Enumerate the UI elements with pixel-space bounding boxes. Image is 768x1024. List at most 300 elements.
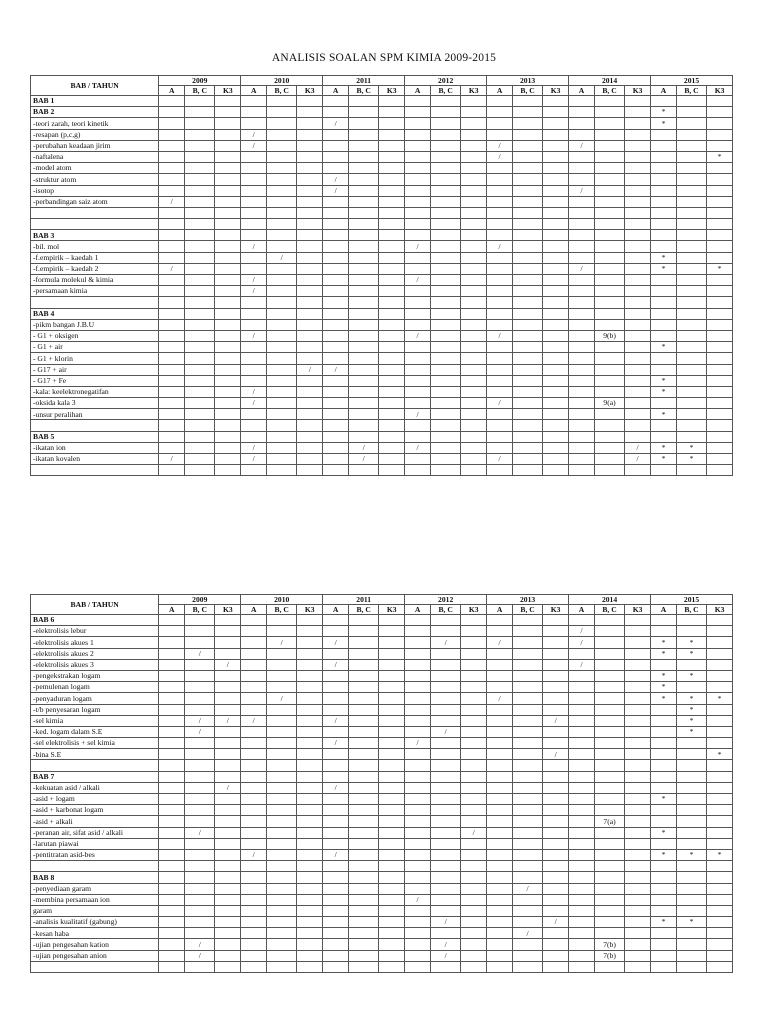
mark-cell: [487, 659, 513, 670]
mark-cell: [707, 704, 733, 715]
mark-cell: [241, 96, 267, 107]
mark-cell: [215, 682, 241, 693]
mark-cell: [625, 151, 651, 162]
mark-cell: [215, 465, 241, 476]
mark-cell: [323, 905, 349, 916]
mark-cell: [267, 648, 297, 659]
mark-cell: [431, 386, 461, 397]
mark-cell: [323, 648, 349, 659]
mark-cell: [267, 816, 297, 827]
mark-cell: [594, 308, 624, 319]
mark-cell: [625, 682, 651, 693]
mark-cell: [543, 442, 569, 453]
mark-cell: [349, 386, 379, 397]
mark-cell: [379, 454, 405, 465]
topic-label: garam: [31, 905, 159, 916]
mark-cell: [707, 894, 733, 905]
mark-cell: *: [676, 670, 706, 681]
mark-cell: [379, 894, 405, 905]
mark-cell: [431, 308, 461, 319]
mark-cell: [297, 704, 323, 715]
mark-cell: [349, 626, 379, 637]
mark-cell: [543, 894, 569, 905]
mark-cell: [267, 196, 297, 207]
mark-cell: [625, 297, 651, 308]
mark-cell: [461, 263, 487, 274]
subcol-bc: B, C: [513, 605, 543, 615]
mark-cell: [323, 219, 349, 230]
mark-cell: [379, 760, 405, 771]
mark-cell: [594, 637, 624, 648]
mark-cell: [215, 151, 241, 162]
mark-cell: [323, 704, 349, 715]
mark-cell: [379, 917, 405, 928]
mark-cell: [349, 241, 379, 252]
mark-cell: [651, 615, 677, 626]
mark-cell: [651, 950, 677, 961]
mark-cell: [215, 838, 241, 849]
mark-cell: [379, 961, 405, 972]
mark-cell: [513, 185, 543, 196]
table-row: [31, 637, 733, 648]
mark-cell: [513, 670, 543, 681]
mark-cell: [513, 96, 543, 107]
year-header: 2011: [323, 595, 405, 605]
chapter-heading: BAB 1: [31, 96, 159, 107]
mark-cell: [543, 118, 569, 129]
mark-cell: [569, 738, 595, 749]
mark-cell: [349, 794, 379, 805]
mark-cell: [487, 174, 513, 185]
mark-cell: [707, 375, 733, 386]
mark-cell: [159, 805, 185, 816]
mark-cell: [215, 872, 241, 883]
mark-cell: [707, 738, 733, 749]
mark-cell: [349, 771, 379, 782]
mark-cell: [543, 939, 569, 950]
mark-cell: [159, 297, 185, 308]
mark-cell: 7(a): [594, 816, 624, 827]
mark-cell: [159, 682, 185, 693]
mark-cell: [159, 185, 185, 196]
mark-cell: [215, 207, 241, 218]
mark-cell: [487, 626, 513, 637]
mark-cell: [267, 626, 297, 637]
mark-cell: [431, 648, 461, 659]
mark-cell: [569, 386, 595, 397]
mark-cell: [543, 648, 569, 659]
mark-cell: [625, 693, 651, 704]
mark-cell: [676, 275, 706, 286]
mark-cell: [431, 185, 461, 196]
mark-cell: [405, 308, 431, 319]
mark-cell: [215, 648, 241, 659]
mark-cell: [267, 749, 297, 760]
mark-cell: *: [676, 648, 706, 659]
mark-cell: [461, 838, 487, 849]
mark-cell: [707, 648, 733, 659]
mark-cell: [594, 883, 624, 894]
mark-cell: [431, 883, 461, 894]
mark-cell: [159, 252, 185, 263]
mark-cell: [513, 252, 543, 263]
table-row: [31, 107, 733, 118]
mark-cell: [215, 637, 241, 648]
mark-cell: [241, 816, 267, 827]
mark-cell: [267, 431, 297, 442]
mark-cell: [241, 219, 267, 230]
mark-cell: [676, 230, 706, 241]
mark-cell: [185, 704, 215, 715]
year-header: 2009: [159, 76, 241, 86]
mark-cell: [349, 782, 379, 793]
subcol-a: A: [569, 605, 595, 615]
mark-cell: [707, 794, 733, 805]
mark-cell: [543, 883, 569, 894]
mark-cell: [215, 431, 241, 442]
mark-cell: [379, 838, 405, 849]
mark-cell: [707, 219, 733, 230]
mark-cell: [431, 816, 461, 827]
mark-cell: /: [349, 442, 379, 453]
mark-cell: [594, 163, 624, 174]
mark-cell: [487, 905, 513, 916]
mark-cell: [379, 286, 405, 297]
table-row: [31, 118, 733, 129]
mark-cell: [569, 398, 595, 409]
mark-cell: [461, 849, 487, 860]
mark-cell: [513, 794, 543, 805]
mark-cell: [487, 465, 513, 476]
table-row: [31, 905, 733, 916]
mark-cell: [625, 615, 651, 626]
mark-cell: [323, 670, 349, 681]
mark-cell: [405, 230, 431, 241]
mark-cell: [215, 950, 241, 961]
mark-cell: [379, 749, 405, 760]
mark-cell: [431, 409, 461, 420]
mark-cell: [651, 174, 677, 185]
mark-cell: [487, 353, 513, 364]
mark-cell: [594, 838, 624, 849]
mark-cell: /: [405, 442, 431, 453]
mark-cell: [297, 928, 323, 939]
subcol-k3: K3: [543, 605, 569, 615]
mark-cell: [487, 275, 513, 286]
mark-cell: [215, 905, 241, 916]
mark-cell: [159, 950, 185, 961]
mark-cell: [487, 849, 513, 860]
table-row: [31, 342, 733, 353]
subcol-k3: K3: [707, 86, 733, 96]
mark-cell: *: [651, 827, 677, 838]
mark-cell: [215, 894, 241, 905]
mark-cell: [185, 263, 215, 274]
mark-cell: [405, 782, 431, 793]
mark-cell: [405, 648, 431, 659]
mark-cell: [159, 648, 185, 659]
topic-label: -teori zarah, teori kinetik: [31, 118, 159, 129]
mark-cell: [625, 230, 651, 241]
mark-cell: /: [323, 659, 349, 670]
mark-cell: [651, 872, 677, 883]
mark-cell: [431, 420, 461, 431]
mark-cell: [543, 319, 569, 330]
mark-cell: [707, 626, 733, 637]
mark-cell: [651, 704, 677, 715]
mark-cell: [241, 615, 267, 626]
mark-cell: [297, 648, 323, 659]
mark-cell: /: [431, 726, 461, 737]
mark-cell: /: [323, 174, 349, 185]
mark-cell: [267, 928, 297, 939]
mark-cell: [431, 241, 461, 252]
mark-cell: [625, 118, 651, 129]
mark-cell: [707, 420, 733, 431]
mark-cell: /: [185, 939, 215, 950]
mark-cell: [267, 151, 297, 162]
mark-cell: [513, 626, 543, 637]
mark-cell: [215, 961, 241, 972]
year-header: 2013: [487, 76, 569, 86]
mark-cell: [349, 107, 379, 118]
mark-cell: [513, 420, 543, 431]
mark-cell: [513, 849, 543, 860]
topic-label: - G17 + air: [31, 364, 159, 375]
mark-cell: [569, 454, 595, 465]
subcol-bc: B, C: [349, 605, 379, 615]
mark-cell: [513, 704, 543, 715]
mark-cell: [543, 659, 569, 670]
mark-cell: [461, 670, 487, 681]
topic-label: -kesan haba: [31, 928, 159, 939]
mark-cell: [513, 297, 543, 308]
mark-cell: [707, 838, 733, 849]
mark-cell: [513, 782, 543, 793]
mark-cell: [707, 140, 733, 151]
topic-label: -f.empirik – kaedah 1: [31, 252, 159, 263]
table-row: [31, 782, 733, 793]
mark-cell: [323, 454, 349, 465]
mark-cell: [707, 174, 733, 185]
mark-cell: /: [159, 196, 185, 207]
mark-cell: [513, 286, 543, 297]
mark-cell: [651, 861, 677, 872]
mark-cell: [297, 454, 323, 465]
mark-cell: [323, 771, 349, 782]
mark-cell: [349, 129, 379, 140]
mark-cell: [379, 230, 405, 241]
mark-cell: [707, 431, 733, 442]
mark-cell: [543, 398, 569, 409]
mark-cell: [676, 760, 706, 771]
subcol-k3: K3: [543, 86, 569, 96]
mark-cell: [513, 230, 543, 241]
mark-cell: [513, 319, 543, 330]
mark-cell: [405, 872, 431, 883]
mark-cell: [159, 670, 185, 681]
mark-cell: [215, 263, 241, 274]
mark-cell: [513, 163, 543, 174]
mark-cell: [487, 771, 513, 782]
mark-cell: [651, 151, 677, 162]
mark-cell: [431, 252, 461, 263]
mark-cell: [461, 939, 487, 950]
mark-cell: [297, 398, 323, 409]
mark-cell: [267, 760, 297, 771]
mark-cell: [159, 330, 185, 341]
mark-cell: [349, 861, 379, 872]
topic-label: -perbandingan saiz atom: [31, 196, 159, 207]
mark-cell: [241, 263, 267, 274]
analysis-table-2: [30, 594, 733, 973]
mark-cell: [349, 330, 379, 341]
mark-cell: [323, 230, 349, 241]
mark-cell: [159, 319, 185, 330]
mark-cell: [405, 760, 431, 771]
mark-cell: [323, 308, 349, 319]
mark-cell: [185, 849, 215, 860]
mark-cell: /: [297, 364, 323, 375]
mark-cell: [625, 849, 651, 860]
mark-cell: [323, 163, 349, 174]
mark-cell: [185, 670, 215, 681]
mark-cell: [625, 827, 651, 838]
mark-cell: [159, 140, 185, 151]
subcol-bc: B, C: [185, 605, 215, 615]
mark-cell: [405, 207, 431, 218]
mark-cell: /: [241, 454, 267, 465]
mark-cell: [461, 872, 487, 883]
topic-label: -pikm bangan J.B.U: [31, 319, 159, 330]
mark-cell: [159, 174, 185, 185]
mark-cell: [651, 140, 677, 151]
mark-cell: [676, 950, 706, 961]
mark-cell: [543, 827, 569, 838]
mark-cell: [651, 928, 677, 939]
mark-cell: [487, 883, 513, 894]
table-row: [31, 827, 733, 838]
mark-cell: [379, 849, 405, 860]
mark-cell: [625, 185, 651, 196]
mark-cell: [625, 805, 651, 816]
mark-cell: /: [185, 950, 215, 961]
mark-cell: [594, 364, 624, 375]
topic-label: -asid + karbonat logam: [31, 805, 159, 816]
mark-cell: [625, 760, 651, 771]
mark-cell: [651, 738, 677, 749]
mark-cell: [405, 174, 431, 185]
mark-cell: [297, 409, 323, 420]
mark-cell: [431, 465, 461, 476]
mark-cell: [405, 726, 431, 737]
mark-cell: [431, 129, 461, 140]
mark-cell: [625, 670, 651, 681]
mark-cell: *: [651, 263, 677, 274]
mark-cell: [676, 375, 706, 386]
mark-cell: [431, 442, 461, 453]
mark-cell: [487, 442, 513, 453]
mark-cell: [297, 849, 323, 860]
mark-cell: [569, 883, 595, 894]
mark-cell: [431, 431, 461, 442]
mark-cell: [241, 726, 267, 737]
mark-cell: [625, 275, 651, 286]
mark-cell: [594, 196, 624, 207]
mark-cell: [215, 319, 241, 330]
mark-cell: /: [569, 185, 595, 196]
mark-cell: [267, 219, 297, 230]
mark-cell: [543, 241, 569, 252]
mark-cell: [513, 738, 543, 749]
mark-cell: [569, 849, 595, 860]
topic-label: -peranan air, sifat asid / alkali: [31, 827, 159, 838]
mark-cell: [431, 693, 461, 704]
mark-cell: [625, 196, 651, 207]
mark-cell: [569, 431, 595, 442]
mark-cell: [379, 174, 405, 185]
mark-cell: [379, 939, 405, 950]
topic-label: [31, 207, 159, 218]
mark-cell: [349, 364, 379, 375]
mark-cell: [297, 794, 323, 805]
mark-cell: [185, 297, 215, 308]
mark-cell: [185, 465, 215, 476]
chapter-heading: BAB 3: [31, 230, 159, 241]
mark-cell: /: [487, 637, 513, 648]
mark-cell: [241, 659, 267, 670]
subcol-k3: K3: [625, 86, 651, 96]
mark-cell: [267, 905, 297, 916]
mark-cell: [215, 939, 241, 950]
mark-cell: [487, 386, 513, 397]
mark-cell: [241, 626, 267, 637]
mark-cell: [543, 151, 569, 162]
mark-cell: [569, 342, 595, 353]
mark-cell: *: [707, 693, 733, 704]
mark-cell: [185, 626, 215, 637]
topic-label: -perubahan keadaan jirim: [31, 140, 159, 151]
topic-label: [31, 961, 159, 972]
subcol-bc: B, C: [676, 605, 706, 615]
mark-cell: [543, 263, 569, 274]
mark-cell: [594, 465, 624, 476]
mark-cell: [185, 782, 215, 793]
mark-cell: 9(b): [594, 330, 624, 341]
mark-cell: [543, 682, 569, 693]
mark-cell: [569, 286, 595, 297]
topic-label: -asid + logam: [31, 794, 159, 805]
mark-cell: [379, 375, 405, 386]
mark-cell: [487, 375, 513, 386]
mark-cell: [267, 286, 297, 297]
mark-cell: [241, 794, 267, 805]
subcol-bc: B, C: [267, 86, 297, 96]
mark-cell: [323, 961, 349, 972]
mark-cell: [267, 917, 297, 928]
mark-cell: [461, 319, 487, 330]
table-row: [31, 961, 733, 972]
table-row: [31, 364, 733, 375]
mark-cell: [487, 286, 513, 297]
mark-cell: /: [159, 263, 185, 274]
mark-cell: [651, 715, 677, 726]
mark-cell: [297, 939, 323, 950]
mark-cell: [461, 185, 487, 196]
mark-cell: [159, 738, 185, 749]
mark-cell: [267, 96, 297, 107]
mark-cell: [267, 682, 297, 693]
